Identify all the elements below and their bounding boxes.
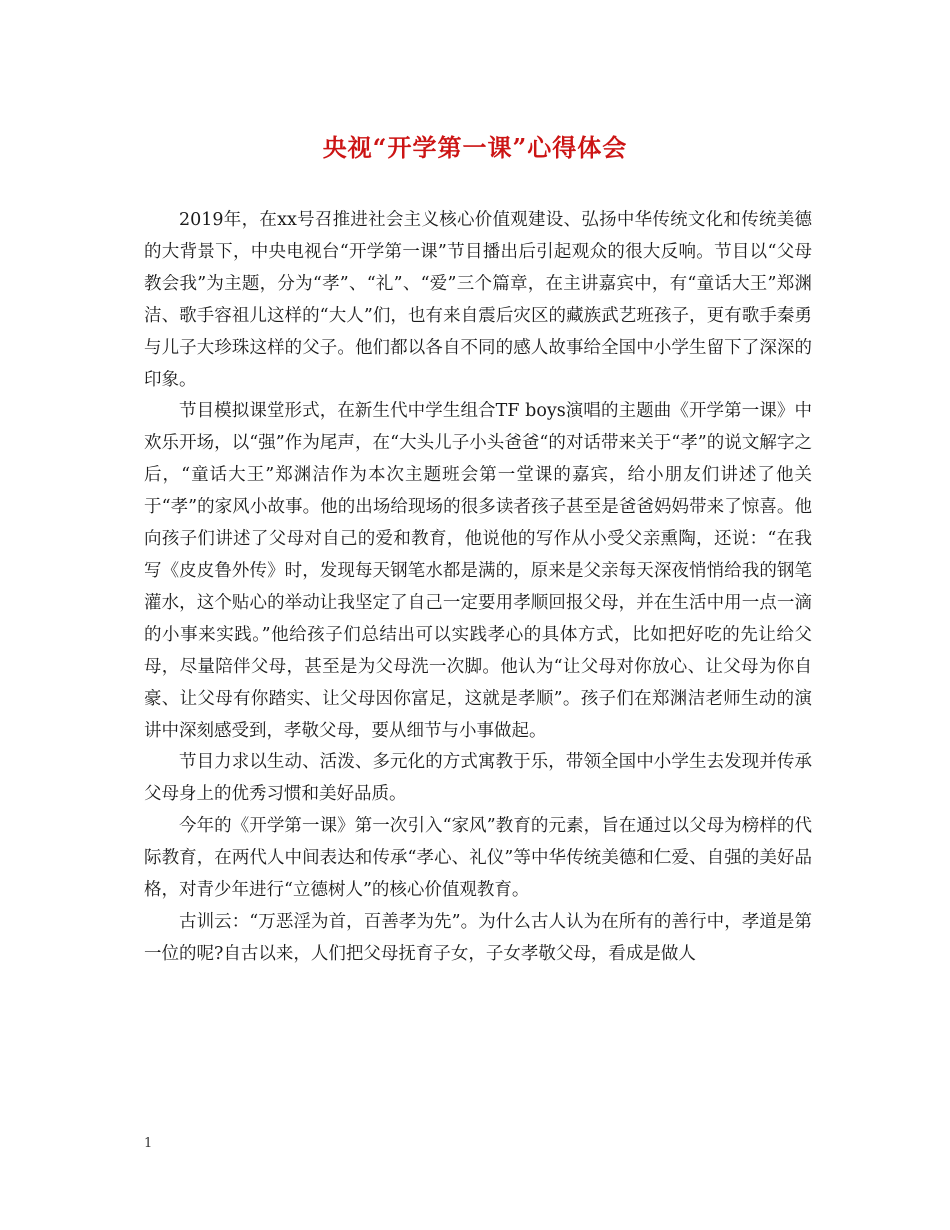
page-number: 1 [144,1136,153,1151]
document-title: 央视“开学第一课”心得体会 [322,133,628,162]
paragraph-4: 今年的《开学第一课》第一次引入“家风”教育的元素，旨在通过以父母为榜样的代际教育，在两代人中间表达和传承“孝心、礼仪”等中华传统美德和仁爱、自强的美好品格，对青少年进行“立德树人”的核心价值观教育。 [144,816,812,901]
paragraph-5: 古训云：“万恶淫为首，百善孝为先”。为什么古人认为在所有的善行中，孝道是第一位的呢?自古以来，人们把父母抚育子女，子女孝敬父母，看成是做人 [144,911,812,964]
paragraph-2: 节目模拟课堂形式，在新生代中学生组合TF boys演唱的主题曲《开学第一课》中欢乐开场，以“强”作为尾声，在“大头儿子小头爸爸“的对话带来关于“孝”的说文解字之后，“童话大王”郑渊洁作为本次主题班会第一堂课的嘉宾，给小朋友们讲述了他关于“孝”的家风小故事。他的出场给现场的很多读者孩子甚至是爸爸妈妈带来了惊喜。他向孩子们讲述了父母对自己的爱和教育，他说他的写作从小受父亲熏陶，还说：“在我写《皮皮鲁外传》时，发现每天钢笔水都是满的，原来是父亲每天深夜悄悄给我的钢笔灌水，这个贴心的举动让我坚定了自己一定要用孝顺回报父母，并在生活中用一点一滴的小事来实践。”他给孩子们总结出可以实践孝心的具体方式，比如把好吃的先让给父母，尽量陪伴父母，甚至是为父母洗一次脚。他认为“让父母对你放心、让父母为你自豪、让父母有你踏实、让父母因你富足，这就是孝顺”。孩子们在郑渊洁老师生动的演讲中深刻感受到，孝敬父母，要从细节与小事做起。 [144,401,812,741]
paragraph-3: 节目力求以生动、活泼、多元化的方式寓教于乐，带领全国中小学生去发现并传承父母身上的优秀习惯和美好品质。 [144,752,812,805]
document-body [144,205,812,971]
paragraph-1: 2019年，在xx号召推进社会主义核心价值观建设、弘扬中华传统文化和传统美德的大背景下，中央电视台“开学第一课”节目播出后引起观众的很大反响。节目以“父母教会我”为主题，分为“孝”、“礼”、“爱”三个篇章，在主讲嘉宾中，有“童话大王”郑渊洁、歌手容祖儿这样的“大人”们，也有来自震后灾区的藏族武艺班孩子，更有歌手秦勇与儿子大珍珠这样的父子。他们都以各自不同的感人故事给全国中小学生留下了深深的印象。 [144,210,812,390]
